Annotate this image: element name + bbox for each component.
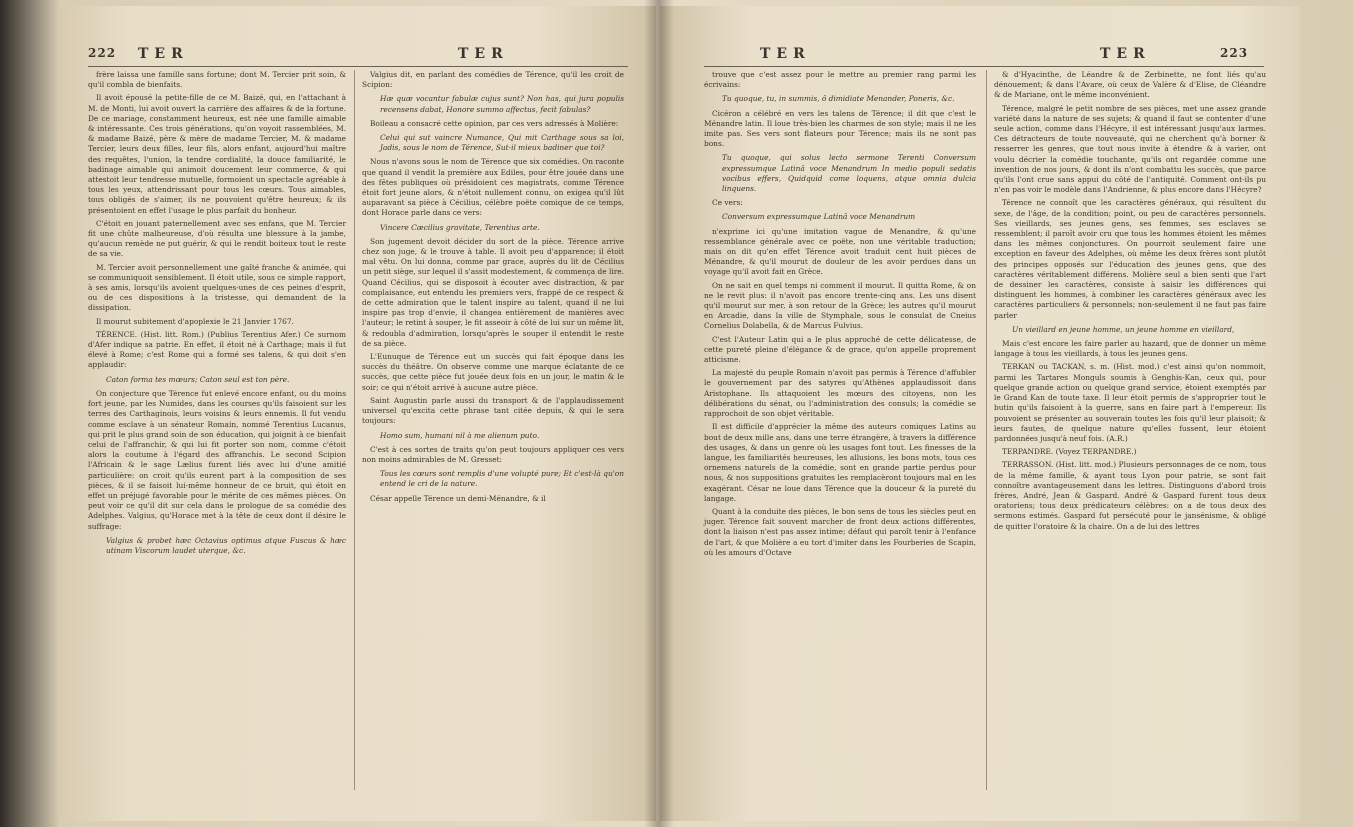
paragraph: César appelle Térence un demi-Ménandre, & il — [370, 493, 546, 503]
paragraph: TÉRENCE. (Hist. litt. Rom.) (Publius Terentius Afer.) Ce surnom d'Afer indique sa patrie. En effet, il étoit né à Carthage; mais il fut élevé à Rome; c'est Rome qui a formé ses talens, & qui doit s'en applaudir: — [88, 329, 346, 370]
paragraph: Mais c'est encore les faire parler au hazard, que de donner un même langage à tous les vieillards, à tous les jeunes gens. — [994, 339, 1266, 359]
running-head-right-2: TER — [1100, 46, 1151, 62]
book-gutter — [644, 0, 674, 827]
page-number-left: 222 — [88, 46, 117, 60]
paragraph: Il avoit épousé la petite-fille de ce M. Baizé, qui, en l'attachant à M. de Monti, lui avoit ouvert la carrière des affaires & de la fortune. De ce mariage, constamment heureux, est née une famille aimable & intéressante. Ces trois générations, qu'on voyoit rassemblées, M. & madame Baizé, père & mère de madame Tercier, M. & madame Tercier, leurs deux filles, leur fils, alors enfant, aujourd'hui maître des requêtes, l'union, la tendre cordialité, la douce familiarité, le badinage aimable qui animoit doucement leur commerce, & qui attestoit leur tendresse mutuelle, formoient un spectacle agréable à tous les yeux, attendrissant pour tous les cœurs. Tous aimables, tous obligés de s'aimer, ils ne pouvoient qu'être heureux; & ils présentoient en effet l'usage le plus parfait du bonheur. — [88, 93, 346, 215]
paragraph: C'est l'Auteur Latin qui a le plus approché de cette délicatesse, de cette pureté pleine d'élégance & de grace, qu'on appelle proprement atticisme. — [704, 334, 976, 365]
quotation: Tu quoque, tu, in summis, ô dimidiate Menander, Poneris, &c. — [722, 94, 955, 104]
paragraph: Il mourut subitement d'apoplexie le 21 Janvier 1767. — [96, 316, 294, 326]
paragraph: Ce vers: — [712, 198, 743, 208]
quotation: Tu quoque, qui solus lecto sermone Terenti Conversum expressumque Latinâ voce Menandrum In medio populi sedatis vocibus effers, Quidquid come loquens, atque omnia dulcia linquens. — [722, 153, 976, 194]
right-page — [660, 6, 1300, 821]
paragraph: trouve que c'est assez pour le mettre au premier rang parmi les écrivains: — [704, 70, 976, 90]
right-column-2 — [994, 70, 1266, 535]
paragraph: La majesté du peuple Romain n'avoit pas permis à Térence d'affubler le gouvernement par des satyres qu'Athènes applaudissoit dans Aristophane. Ils attaquoient les mœurs des citoyens, non les délibérations du sénat, ou l'administration des consuls; la comédie se rapprochoit de son objet véritable. — [704, 368, 976, 419]
paragraph: & d'Hyacinthe, de Léandre & de Zerbinette, ne font liés qu'au dénouement; & dans l'Avare, où ceux de Valère & d'Elise, de Cléandre & de Mariane, ont le même inconvénient. — [994, 70, 1266, 100]
paragraph: TERKAN ou TACKAN, s. m. (Hist. mod.) c'est ainsi qu'on nommoit, parmi les Tartares Monguls soumis à Genghis-Kan, ceux qui, pour quelque grande action ou quelque grand service, étoient exemptés par le Grand Kan de toute taxe. Il leur étoit permis de s'approprier tout le butin qu'ils faisoient à la guerre, sans en faire part à l'empereur. Ils pouvoient se présenter au souverain toutes les fois qu'il leur plaisoit; & leurs fautes, de quelque nature qu'elles fussent, leur étoient pardonnées jusqu'à neuf fois. (A.R.) — [994, 362, 1266, 443]
right-column-1 — [704, 70, 976, 561]
paragraph: Son jugement devoit décider du sort de la pièce. Térence arrive chez son juge, & le trouve à table. Il avoit peu d'apparence; il étoit mal vêtu. On lui donna, comme par grace, auprès du lit de Cécilius un petit siège, sur lequel il s'assit modestement, & commença de lire. Quand Cécilius, qui se disposoit à écouter avec distraction, & par complaisance, eut entendu les premiers vers, frappé de ce respect & de cette admiration que le talent inspire au talent, quand il ne lui inspire pas trop d'envie, il changea entièrement de manières avec l'auteur; le retint à souper, le fit asseoir à côté de lui sur un même lit, & redoubla d'admiration, lorsqu'après le souper il entendit le reste de sa pièce. — [362, 236, 624, 348]
paragraph: M. Tercier avoit personnellement une gaîté franche & animée, qui se communiquoit sensiblement. Il étoit utile, sous ce simple rapport, à ses amis, lorsqu'ils avoient quelques-unes de ces peines d'esprit, ou de ces dispositions à la tristesse, qui demandent de la dissipation. — [88, 262, 346, 313]
quotation: Vincere Cæcilius gravitate, Terentius arte. — [380, 222, 540, 232]
paragraph: TERRASSON. (Hist. litt. mod.) Plusieurs personnages de ce nom, tous de la même famille, & ayant tous Lyon pour patrie, se sont fait connoître avantageusement dans les lettres. Distinguons d'abord trois frères, André, Jean & Gaspard. André & Gaspard furent tous deux oratoriens; tous deux prédicateurs célèbres: on a de tous deux des sermons estimés. Gaspard fut persécuté pour le jansénisme, & obligé de quitter l'oratoire & la chaire. On a de lui des lettres — [994, 460, 1266, 531]
column-rule-left — [354, 70, 355, 790]
paragraph: C'est à ces sortes de traits qu'on peut toujours appliquer ces vers non moins admirables de M. Gresset: — [362, 444, 624, 464]
left-column-2 — [362, 70, 624, 507]
running-head-right-1: TER — [760, 46, 811, 62]
paragraph: Quant à la conduite des pièces, le bon sens de tous les siècles peut en juger. Térence fait souvent marcher de front deux actions différentes, dont la liaison n'est pas assez intime; défaut qui paroît tenir à l'enfance de l'art, & que Molière a eu tort d'imiter dans les Fourberies de Scapin, où les amours d'Octave — [704, 506, 976, 557]
paragraph: Boileau a consacré cette opinion, par ces vers adressés à Molière: — [370, 118, 619, 128]
paragraph: n'exprime ici qu'une imitation vague de Menandre, & qu'une ressemblance générale avec ce poëte, non une véritable traduction; mais on dit qu'en effet Térence avoit traduit cent huit pièces de Ménandre, & qu'il mourut de douleur de les avoir perdues dans un voyage qu'il avoit fait en Grèce. — [704, 226, 976, 277]
left-page — [58, 6, 656, 821]
page-number-right: 223 — [1220, 46, 1249, 60]
quotation: Tous les cœurs sont remplis d'une volupté pure; Et c'est-là qu'on entend le cri de la nature. — [380, 469, 624, 489]
paragraph: Saint Augustin parle aussi du transport & de l'applaudissement universel qu'excita cette phrase tant citée depuis, & qui le sera toujours: — [362, 395, 624, 426]
paragraph: Il est difficile d'apprécier la même des auteurs comiques Latins au bout de deux mille ans, dans une terre étrangère, à travers la différence des usages, & dans un genre où les usages font tout. Les finesses de la langue, les familiarités heureuses, les allusions, les bons mots, tous ces ornemens naturels de la comédie, sont en grande partie perdus pour nous, & nos suppositions gratuites les remplacèront toujours mal en les exagérant. César ne loue dans Térence que la douceur & la pureté du langage. — [704, 422, 976, 503]
running-head-left-2: TER — [458, 46, 509, 62]
paragraph: Térence, malgré le petit nombre de ses pièces, met une assez grande variété dans la nature de ses sujets; & quand il faut se contenter d'une seule action, comme dans l'Hécyre, il est intéressant jusqu'aux larmes. Ces détracteurs de toute nouveauté, qui ne cherchent qu'à borner & resserrer les genres, que tout nous invite à étendre & à varier, ont voulu décrier la comédie touchante, qu'ils ont regardée comme une invention de nos jours, & dont ils n'ont combattu les succès, que parce qu'ils l'ont crue sans appui du côté de l'antiquité. Comment ont-ils pu n'en pas voir le modèle dans l'Andrienne, & plus encore dans l'Hécyre? — [994, 103, 1266, 195]
paragraph: On conjecture que Térence fut enlevé encore enfant, ou du moins fort jeune, par les Numides, dans les courses qu'ils faisoient sur les terres des Carthaginois, leurs voisins & leurs ennemis. Il fut vendu comme esclave à un sénateur Romain, nommé Terentius Lucanus, qui prit le plus grand soin de son éducation, qui joignit à ce bienfait celui de l'affranchir, & qui lui fit porter son nom, comme c'étoit alors la coutume à l'égard des affranchis. Le second Scipion l'Africain & le sage Lælius furent liés avec lui d'une amitié particulière: on croit qu'ils eurent part à la composition de ses pièces, & il se faisoit lui-même honneur de ce bruit, qui étoit en effet un préjugé favorable pour le mérite de ces mêmes pièces. On peut voir ce qu'il dit sur cela dans le prologue de sa comédie des Adelphes. Valgius, qu'Horace met à la tête de ceux dont il désire le suffrage: — [88, 388, 346, 531]
paragraph: Nous n'avons sous le nom de Térence que six comédies. On raconte que quand il vendit la première aux Ediles, pour être jouée dans une des fêtes publiques où présidoient ces magistrats, comme Térence étoit fort jeune alors, & n'étoit nullement connu, on exigea qu'il lût auparavant sa pièce à Cécilius, célèbre poëte comique de ce temps, dont Horace parle dans ce vers: — [362, 157, 624, 218]
paragraph: C'étoit en jouant paternellement avec ses enfans, que M. Tercier fit une chûte malheureuse, d'où résulta une blessure à la jambe, qu'aucun remède ne put guérir, & qui le rendit boiteux tout le reste de sa vie. — [88, 218, 346, 259]
column-rule-right — [986, 70, 987, 790]
paragraph: On ne sait en quel temps ni comment il mourut. Il quitta Rome, & on ne le revit plus: il n'avoit pas encore trente-cinq ans. Les uns disent qu'il mourut sur mer, à son retour de la Grèce; les autres qu'il mourut en Arcadie, dans la ville de Stymphale, sous le consulat de Cneius Cornelius Dolabella, & de Marcus Fulvius. — [704, 280, 976, 331]
quotation: Un vieillard en jeune homme, un jeune homme en vieillard, — [1012, 324, 1235, 334]
paragraph: L'Eunuque de Térence eut un succès qui fait époque dans les succès du théâtre. On observe comme une marque éclatante de ce succès, que cette pièce fut jouée deux fois en un jour, le matin & le soir; ce qui n'étoit arrivé à aucune autre pièce. — [362, 352, 624, 392]
head-rule-left — [88, 66, 628, 67]
head-rule-right — [704, 66, 1264, 67]
quotation: Homo sum, humani nil à me alienum puto. — [380, 430, 540, 440]
paragraph: frère laissa une famille sans fortune; dont M. Tercier prit soin, & qu'il combla de bienfaits. — [88, 70, 346, 90]
quotation: Valgius & probet hæc Octavius optimus atque Fuscus & hæc utinam Viscorum laudet uterque, &c. — [106, 535, 346, 555]
quotation: Caton forma tes mœurs; Caton seul est ton père. — [106, 374, 290, 384]
paragraph: Cicéron a célébré en vers les talens de Térence; il dit que c'est le Ménandre latin. Il loue très-bien les charmes de son style; mais il ne les imite pas. Ses vers sont flateurs pour Térence; mais ils ne sont pas bons. — [704, 108, 976, 149]
quotation: Hæ quæ vocantur fabulæ cujus sunt? Non has, qui jura populis recensens dabat, Honore summo affectus, fecit fabulas? — [380, 94, 624, 114]
running-head-left-1: TER — [138, 46, 189, 62]
paragraph: Valgius dit, en parlant des comédies de Térence, qu'il les croit de Scipion: — [362, 70, 624, 90]
paragraph: TERPANDRE. (Voyez TERPANDRE.) — [1002, 447, 1137, 457]
quotation: Conversum expressumque Latinâ voce Menandrum — [722, 212, 916, 222]
left-column-1 — [88, 70, 346, 560]
quotation: Celui qui sut vaincre Numance, Qui mit Carthage sous sa loi, Jadis, sous le nom de Térence, Sut-il mieux badiner que toi? — [380, 133, 624, 153]
paragraph: Térence ne connoît que les caractères généraux, qui résultent du sexe, de l'âge, de la condition; point, ou peu de caractères personnels. Ses vieillards, ses jeunes gens, ses femmes, ses esclaves se ressemblent; il paroît avoir cru que tous les hommes étoient les mêmes dans les mêmes conjonctures. On pourroit seulement faire une exception en faveur des Adelphes, où même les deux frères sont plutôt des principes opposés sur l'éducation des jeunes gens, que des caractères véritablement différens. Molière seul a bien senti que l'art de dessiner les caractères, consiste à saisir les différences qui distinguent les hommes, à combiner les caractères généraux avec les caractères particuliers & personnels; non-seulement il ne faut pas faire parler — [994, 198, 1266, 320]
